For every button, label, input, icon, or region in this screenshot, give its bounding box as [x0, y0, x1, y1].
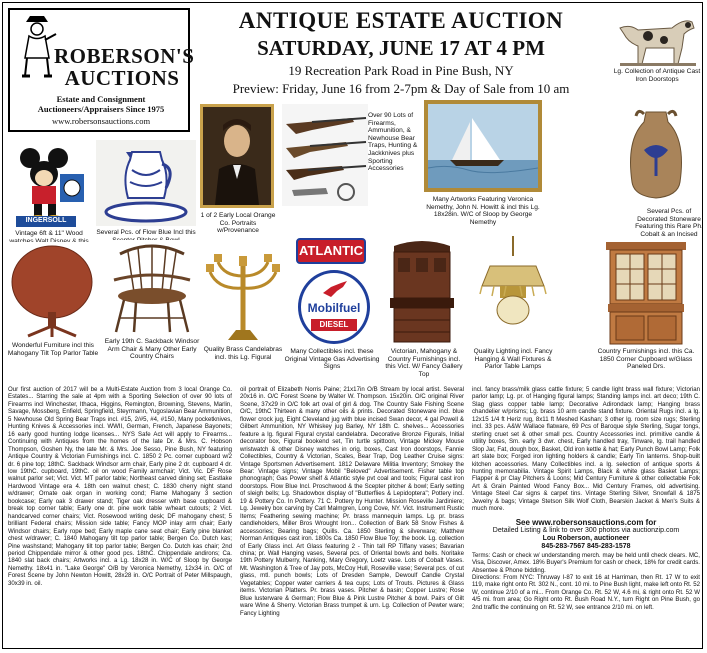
brass-candelabra-photo: [204, 236, 282, 344]
website-line: See www.robersonsauctions.com for: [515, 518, 657, 527]
logo-name-line1: ROBERSON'S: [54, 44, 195, 68]
caption-lighting: Quality Lighting incl. Fancy Hanging & Wall Fixtures & Parlor Table Lamps: [473, 348, 553, 371]
cast-iron-dog-photo: [612, 8, 700, 66]
mobilfuel-sign: [298, 270, 370, 344]
logo-website: www.robersonsauctions.com: [51, 116, 151, 126]
caption-cupboard: Country Furnishings incl. this Ca. 1850 Corner Cupboard w/Glass Paneled Drs.: [597, 348, 695, 371]
hanging-lamp-photo: [470, 236, 556, 344]
town-crier-figure-icon: [16, 14, 58, 80]
caption-signs: Many Collectibles incl. these Original Vintage Gas Advertising Signs: [284, 348, 380, 371]
auction-date: SATURDAY, JUNE 17 AT 4 PM: [257, 36, 545, 60]
windsor-chair-photo: [106, 240, 198, 334]
caption-cast-iron: Lg. Collection of Antique Cast Iron Doorstops: [613, 68, 701, 83]
body-text-column-1: [8, 386, 232, 644]
logo-tagline-1: Estate and Consignment: [56, 94, 146, 104]
victorian-desk-photo: [386, 236, 458, 346]
body-text-column-3: [472, 386, 700, 644]
auction-title: ANTIQUE ESTATE AUCTION: [238, 8, 564, 33]
preview-times: Preview: Friday, June 16 from 2-7pm & Day of Sale from 10 am: [232, 81, 570, 96]
caption-candelabras: Quality Brass Candelabras incl. this Lg. Figural: [203, 346, 283, 361]
body-text-3: incl. fancy brass/milk glass cattle fixture; 5 candle light brass wall fixture; Victorian parlor lamp; Lg. pr. of Hanging figural lamps; Standing lamps incl. art deco; 19th C. Slag glass copper table lamp; Decorative Adirondack lamp; Hanging brass chandelier w/prisms; Lg. brass 10 arm candle stand fixture. Oriental Rugs incl. a lg. 12x15 1/4 ft Heriz rug, 8x11 ft Meshed Kashan; 3 other lg. room size rugs; Sterling incl. 33 pcs. A&W Wallace flatware, 69 Pcs of Baroque style Sterling, Sugar tongs, sterling cruet set & other small pcs. Country Accessories incl. primitive candle & utility boxes, Sm. early 3 dwr. chest, Early handled tray, Tinware, lg. trail handled Slop Jar, Fat, dough box, Basket, Old iron kettle & hat; Early Punch Bowl Lamp; Folk art slate box; Forged iron lighting holders & candle; Early Tin lanterns. Shop-built kitchen accessories. Many Collectibles incl. a lg. selection of antique sports & hunting memorabilia. Vintage Spirit Lamps, Black & white glass Basket Lamps; Flapper & pr Clay Pitchers & Loons; Mid Century Furniture & other collectable Folk Art & Grain Painted Wood Fancy Box... Mid Century Frames, old advertising. Vintage Steel Car signs & carpet tins. Vintage Sterling Silver, Snowfall & 1875 Jewelry & bags; Vintage Stetson Silk Wolf Cloth, Bearskin Jacket & Men's Suits & much more.: [472, 386, 700, 513]
caption-windsor: Early 19th C. Sackback Windsor Arm Chair & Many Other Early Country Chairs: [104, 338, 200, 361]
body-text-1: Our first auction of 2017 will be a Multi-Estate Auction from 3 local Orange Co. Estates... Starring the sale at 4pm with a Sporting Selection of over 90 lots of Firearms incl Winchester, Ithaca, Higgins, Remington, Browning, Stevens, Marlin, Savage, Mossberg, Enfield, Springfield, Steyrmann, Yugoslavian Bear Ammunition, 5 Newhouse Old Spring Bear Traps incl. #15, 2/#5, #4, #150, Many pocketknives, Hunting Knives & Accessories incl. WWII, German, French, Japanese Bayonets; 16 early good hunting lodge licenses... NYS Safe Act will apply to Firearms... Continuing with Antiques from the homes of the late Dr. & Mrs. C. Hobson Thompson, Goshen Ny, the late Mr. & Mrs. Joe Sesso, Pine Bush, NY featuring Antique Country & Victorian Furnishings incl. C. 1850 2 Pc. corner cupboard w/2 dr. 6 pine top; 18thC. Sackback Windsor arm chair, Early pine 2 dr. cupboard 4 dr. low 19thC. cupboard, 19thC. oil on wood Family armchair; Vict. Vic. DF Rose walnut parlor set; Vict. Vict. MT parlor table; Northeast carved dining set; Eastlake Hardwood Vintage era 4. 18th cen walnut chest; C. 1830 cherry night stand w/drawer; Ornate oak organ in working cond; Flame Mahogany 3 section bookcase; Early oak 3 drawer stand; Tiger oak dresser with base cupboard & break top corner table; Early one dr. pine work table w/heart cutouts; 2 Vict. handcarved corner chairs; Vict. Rosewood writing desk; DF mahogany chest; 5 brilliant Federal chairs; Mission side table; Fancy MOP inlay arm chair; Early Windsor chairs; Early rope bed; Early maple cane seat chair; Early pine blanket chest w/drawer; C. 1840 Mahogany tilt top parlor table; Bergen Co. Dutch kas; Pine washstand; Mahogany tilt top parlor table; Bergen Co. Dutch kas chair; 2nd period Chippendale mirror & other good pcs. 18thC. Chippendale andirons; Ca. 1840 slat back chairs; Artworks incl. a Lg. 18x28 in. W/C of Sloop by George Nemethy. 18x41 in. "Lake George" O/B by Veronica Nemethy, 12x34 in. O/C of Forest Scene by John Newton Howitt, 28x28 in. O/C Portrait of Peter Millspaugh, 30x39 in. oil.: [8, 386, 232, 587]
gas-signs-photo: [290, 238, 378, 346]
pegasus-icon: [321, 279, 349, 299]
tilt-top-table-photo: [8, 242, 96, 338]
directions-text: Directions: From NYC: Thruway I-87 to exit 16 at Harriman, then Rt. 17 W to exit 119, make right onto Rt. 302 N., cont. 10 mi. to Pine Bush light, make left onto Rt. 52 W, continue 2/10 of a mi... From Orange Co. Rt. 52 W, 4.6 mi, & right onto Rt. 52 W 4/5 mi. from area; Go Right onto Rt. Bush Road N.Y., turn Right on Pine Bush, go 2nd traffic the continuing on Rt. 52 W, see entrance 2/10 mi. on left.: [472, 573, 700, 611]
company-logo: [8, 8, 195, 132]
body-text-column-2: [240, 386, 464, 644]
phone-line: 845-283-7567 845-283-1578: [541, 543, 631, 551]
caption-pitcher: Several Pcs. of Flow Blue Incl this: [96, 229, 196, 236]
terms-text: Terms: Cash or check w/ understanding merch. may be held until check clears. MC, Visa, Discover, Amex. 18% Buyer's Premium for cash or check, 18% for credit cards. Absentee & Phone bidding.: [472, 551, 700, 574]
caption-firearms: Over 90 Lots of Firearms, Ammunition, & Newhouse Bear Traps, Hunting & Jackknives plus Sporting Accessories: [368, 112, 418, 173]
stoneware-crock-photo: [614, 104, 698, 204]
logo-tagline-2: Auctioneers/Appraisers Since 1975: [37, 104, 165, 114]
body-text-2: oil portrait of Elizabeth Norris Paine; 21x17in O/B Stream by local artist. Several 20x16 in. O/C Forest Scene by Walter W. Thompson. 15x20in. O/C original River Scene, 37x29 in O/C folk art oval of girl & dog. The Country Sale Fishing Scene O/C, 19thC Thirteen & many other oils & prints. Decorated Stoneware incl. blue flower crock jug, Eight Cleveland jug with blue incised Swan decor, 4 gal Powell & Gilbert Ammunition, NY Whiskey jug Barley, NY 18th C. shelves... Accessories feature a lg. figural Figural crystal candelabra. Decorative Bronze Figurals, Initial decorator box, Figural bookend set, Tin turtle spittoon, Vintage Mickey Mouse wristwatch & other Disney watches in orig. boxes, Cast Iron doorstops, Fannie Collectibles, Country & Victorian, Scales, Bear Trap, Dog Leather Cruise signs: Vintage Sportsmen Advertisement. 1812 Delaware Militia Inventory; Smokey the Bear: Vintage signs; Vintage Mobil "Beloved" Advertisement. Fisher table top phonograph; Gas Power shelf & Atlantic style pvt coal and tools; Figural cast iron doorstops. Flow Blue Incl. Proschwood & the Scepter pitcher & bowl; Early setting of sleigh bells; Lg. Shadowbox display of "Butterflies & Lepidoptera"; Pottery incl. 19 & Pottery Co. In Pottery. 71 C. Pottery by Hunter. Mission Roseville Jardiniere; Lg. Jewelry box carving by Carl Malmgren, Long Cove, NY. Vict. Instrument Rustic Items; Feathering sewing machine; Pr. brass mannequin lamps. Lg. pr. brass candleholders, Miller Bros Wrought Iron... Collection of Bark 58 Snow Fishes & accessories; Bearing bags; Quills. Ca. 1850 Sterling & silverware; Matthew Norman Antiques cast iron. 1800s Ca. 1850 Flow Blue Toy; the book. Lg. collection of Early Glass incl. Art Glass featuring 2 - Thin tall RP Tiffany vases; Bavarian china; pr. Wall Hanging vases, Several pcs. of Oriental bowls and bells. Noritake 19th Pottery Mulberry, Nanking, Mary Gregory, Loetz vase. Lots of Cobalt Vases. Mt. Washington & Tree of Jay pots, McCoy Hull, Roseville vase; Several pcs. of cut glass, mtl. punch bowls; Lots of Dresden Sample, Dewoulf Candle Crystal Vegetables; Copper water carriers & tea cups; Lots of Trouts. Pictures & Glass items. Victorian Platters. Pr. brass vases. Pitcher & basin; Copper Lustre; Rose Blue lusterware & German; Flow Blue & Pink Lustre Pitcher & bowl. Pairs of Gilt ware Wine & Sherry. Victorian Brass trumpet & urn. Lg. Collection of Pewter ware; Fancy Lighting: [240, 386, 464, 617]
details-line: Detailed Listing & link to over 300 photos via auctionzip.com: [492, 527, 680, 534]
mobilfuel-text: Mobilfuel: [307, 301, 361, 315]
caption-artworks: Many Artworks Featuring Veronica Nemethy, John N. Howitt & incl this Lg. 18x28in. W/C of Sloop by George Nemethy: [426, 196, 540, 226]
caption-portraits: 1 of 2 Early Local Orange Co. Portraits w/Provenance: [200, 212, 276, 235]
caption-mickey: Vintage 6ft & 11" Wood: [15, 230, 83, 237]
flow-blue-pitcher-photo: [96, 140, 196, 226]
auctioneer-line: Lou Roberson, auctioneer: [542, 535, 630, 543]
ingersoll-label: INGERSOLL: [25, 217, 67, 224]
sloop-painting-photo: [424, 100, 542, 192]
auction-address: 19 Recreation Park Road in Pine Bush, NY: [288, 63, 514, 78]
mickey-watch-photo: [8, 144, 88, 228]
caption-stoneware: Several Pcs. of Decorated Stoneware Featuring this Rare Ph. Cobalt & an Incised: [635, 208, 703, 238]
caption-furniture: Wonderful Furniture incl this Mahogany Tilt Top Parlor Table: [7, 342, 99, 357]
logo-name-line2: AUCTIONS: [64, 66, 180, 90]
portrait-painting-photo: [200, 104, 274, 208]
diesel-text: DIESEL: [311, 319, 357, 331]
atlantic-sign: ATLANTIC: [296, 238, 366, 264]
caption-victorian: Victorian, Mahogany & Country Furnishings incl. this Vict. W/ Fancy Gallery Top: [385, 348, 463, 378]
corner-cupboard-photo: [600, 238, 692, 346]
firearms-photo: [282, 104, 368, 206]
